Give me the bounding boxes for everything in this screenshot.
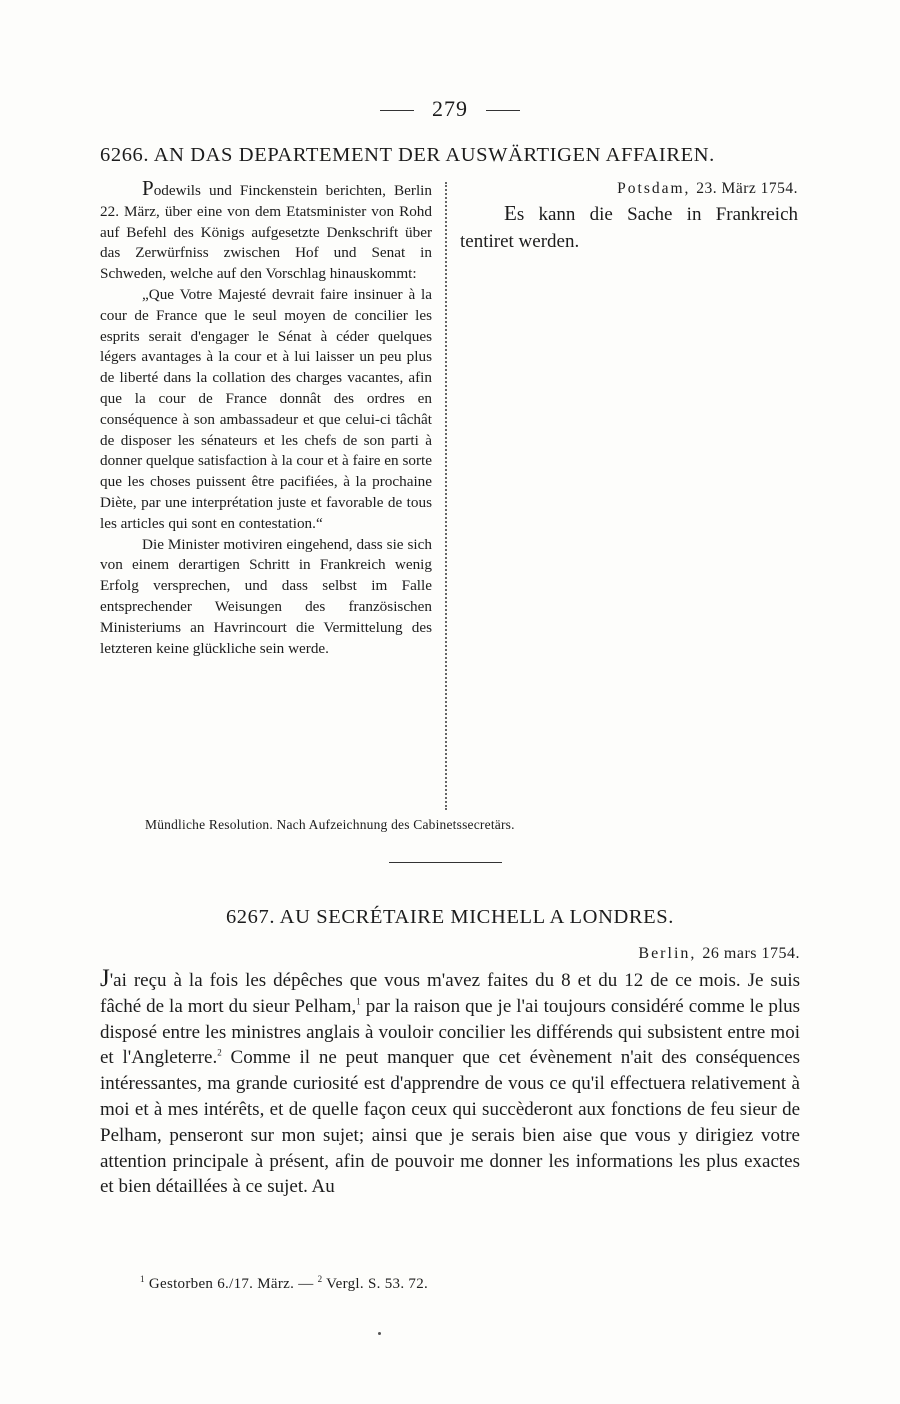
summary-text: odewils und Finckenstein berichten, Berlin 22. März, über eine von dem Etatsminister von Rohd auf Befehl des Königs aufgesetzte Denkschrift über das Zerwürfniss zwischen Hof und Senat in Schweden, welche auf den Vorschlag hinauskommt:	[100, 182, 432, 283]
page-number-dash-right	[486, 110, 520, 111]
page-number-dash-left	[380, 110, 414, 111]
quote-paragraph: „Que Votre Majesté devrait faire insinuer à la cour de France que le seul moyen de concilier les esprits serait d'engager le Sénat à céder quelques légers avantages à la cour et à lui laisser un peu plus de liberté dans la collation des charges vacantes, afin que la cour de France donnât des ordres en conséquence à son ambassadeur et que celui-ci tâchât de disposer les sénateurs et les chefs de son parti à donner quelque satisfaction à la cour et à faire en sorte que les choses puissent être pacifiées, à la prochaine Diète, par une interprétation juste et favorable de tous les articles qui sont en contestation.“	[100, 285, 432, 532]
footnote-ref-1: 1	[356, 996, 361, 1007]
footnote-1-text: Gestorben 6./17. März. —	[144, 1276, 318, 1292]
column-divider	[445, 182, 447, 810]
footnote-ref-2: 2	[217, 1048, 222, 1059]
letter-text-part-2: par la raison que je l'ai toujours considéré comme le plus disposé entre les ministres anglais à vouloir concilier les différends qui subsistent entre moi et l'Angleterre.	[100, 995, 800, 1069]
section-1-dateline	[460, 178, 798, 200]
ministers-paragraph: Die Minister motiviren eingehend, dass sie sich von einem derartigen Schritt in Frankreich wenig Erfolg versprechen, und dass selbst im Falle entsprechender Weisungen des französischen Ministeriums an Havrincourt die Vermittelung des letzteren keine glückliche sein werde.	[100, 535, 432, 657]
footnote-2-mark: 2	[317, 1274, 323, 1284]
page-speck	[378, 1332, 381, 1335]
footnote-2-text: Vergl. S. 53. 72.	[322, 1276, 429, 1292]
response-text: s kann die Sache in Frankreich tentiret werden.	[460, 204, 798, 252]
section-2-dateline	[638, 945, 800, 963]
page-number	[0, 96, 900, 122]
summary-paragraph	[100, 178, 432, 285]
section-2-dateline-place: Berlin,	[638, 945, 697, 962]
section-1-dateline-place: Potsdam,	[617, 180, 691, 197]
letter-text-part-1: 'ai reçu à la fois les dépêches que vous m'avez faites du 8 et du 12 de ce mois. Je suis fâché de la mort du sieur Pelham,	[100, 970, 800, 1017]
response-dropcap: E	[504, 201, 517, 225]
section-2-heading: 6267. AU SECRÉTAIRE MICHELL A LONDRES.	[225, 906, 675, 928]
section-1-heading: 6266. AN DAS DEPARTEMENT DER AUSWÄRTIGEN AFFAIREN.	[100, 144, 715, 166]
response-paragraph	[460, 200, 798, 255]
section-1-dateline-date: 23. März 1754.	[696, 180, 798, 197]
page-number-value: 279	[432, 96, 468, 121]
letter-text-part-3: Comme il ne peut manquer que cet évènement n'ait des conséquences intéressantes, ma grande curiosité est d'apprendre de vous ce qu'il effectuera relativement à moi et à mes intérêts, et de quelle façon ceux qui succèderont aux fonctions de feu sieur de Pelham, penseront sur mon sujet; ainsi que je serais bien aise que vous y dirigiez votre attention principale à présent, afin de pouvoir me donner les informations les plus exactes et bien détaillées à ce sujet. Au	[100, 1047, 801, 1198]
section-2-dateline-date: 26 mars 1754.	[702, 945, 800, 962]
footnote-1-mark: 1	[140, 1274, 145, 1284]
footnotes	[140, 1276, 428, 1293]
letter-dropcap: J	[100, 965, 110, 992]
section-1-left-column	[100, 178, 432, 659]
letter-body	[100, 966, 800, 1200]
section-separator-rule	[389, 862, 502, 863]
section-1-right-column	[460, 178, 798, 255]
resolution-note: Mündliche Resolution. Nach Aufzeichnung des Cabinetssecretärs.	[145, 817, 515, 832]
summary-dropcap: P	[142, 176, 154, 200]
